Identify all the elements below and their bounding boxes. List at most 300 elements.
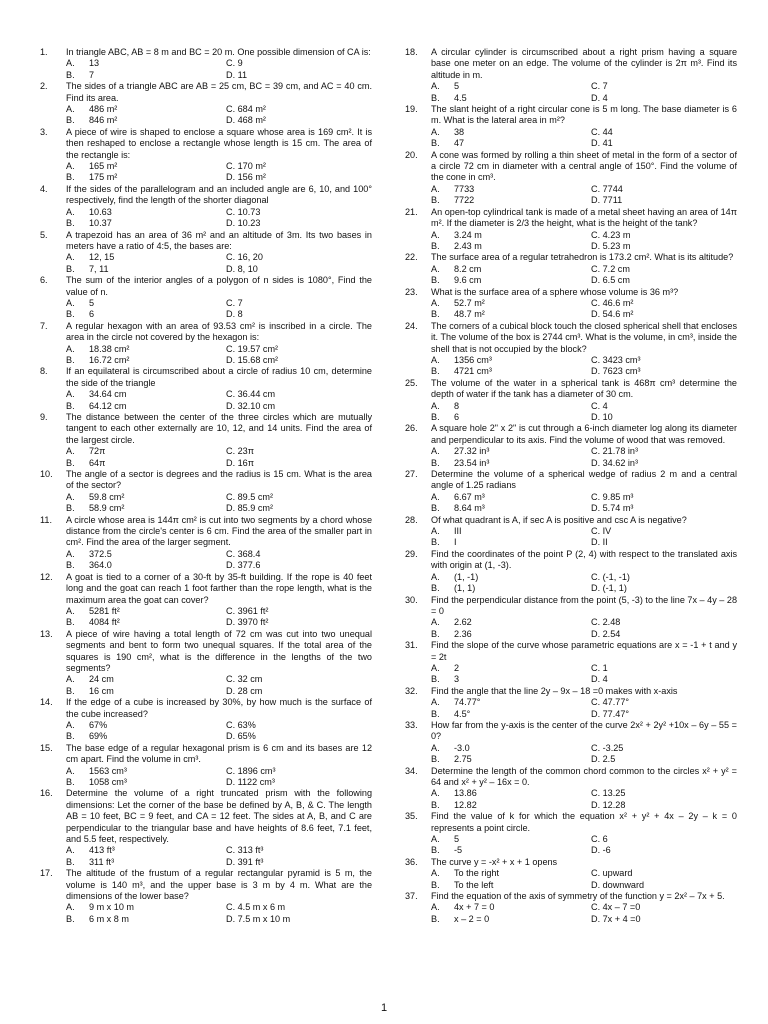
answer-option: D. 65% xyxy=(226,731,256,742)
answer-option: D. downward xyxy=(591,879,645,890)
option-letter: A. xyxy=(66,845,75,856)
answer-option xyxy=(431,617,591,628)
answer-options xyxy=(40,252,372,275)
question-item xyxy=(40,629,372,697)
answer-option: C. 36.44 cm xyxy=(226,389,276,400)
option-value: 5 xyxy=(454,81,460,92)
option-letter: A. xyxy=(66,719,75,730)
option-letter: A. xyxy=(431,868,440,879)
option-value: 7722 xyxy=(454,195,475,206)
answer-option xyxy=(431,230,591,241)
question-number: 26. xyxy=(405,423,418,434)
option-value: 8 xyxy=(454,400,460,411)
answer-option xyxy=(431,834,591,845)
option-letter: B. xyxy=(431,309,440,320)
question-number: 25. xyxy=(405,377,418,388)
answer-option xyxy=(66,389,226,400)
question-number: 28. xyxy=(405,514,418,525)
question-number: 16. xyxy=(40,788,53,799)
option-letter: B. xyxy=(66,777,75,787)
answer-option: C. 4.23 m xyxy=(591,229,631,240)
answer-option: C. 7 xyxy=(226,297,243,308)
option-letter: B. xyxy=(431,583,440,594)
answer-option: D. 77.47° xyxy=(591,708,630,719)
option-value: 18.38 cm² xyxy=(89,343,130,354)
answer-option: C. 7.2 cm xyxy=(591,263,630,274)
option-letter: A. xyxy=(431,297,440,308)
answer-option xyxy=(431,788,591,799)
option-value: 2.43 m xyxy=(454,240,482,251)
option-letter: A. xyxy=(431,788,440,799)
answer-options xyxy=(40,606,372,629)
question-number: 11. xyxy=(40,514,52,525)
answer-option xyxy=(431,845,591,856)
answer-option xyxy=(66,218,226,229)
answer-option xyxy=(66,720,226,731)
answer-options xyxy=(405,298,737,321)
question-text: Find the value of k for which the equation x² + y² + 4x – 2y – k = 0 represents a point circle. xyxy=(431,811,737,833)
answer-options xyxy=(40,720,372,743)
answer-option xyxy=(66,674,226,685)
question-text: The angle of a sector is degrees and the radius is 15 cm. What is the area of the sector? xyxy=(66,469,372,491)
answer-option: D. 7711 xyxy=(591,195,623,206)
answer-option xyxy=(66,492,226,503)
page-number: 1 xyxy=(380,1002,388,1014)
option-value: 1356 cm³ xyxy=(454,354,492,365)
question-text: A circular cylinder is circumscribed about a right prism having a square base one meter on an edge. The volume of the cylinder is 2π m³. Find its altitude in m. xyxy=(431,47,737,80)
question-number: 36. xyxy=(405,856,418,867)
option-letter: A. xyxy=(66,161,75,172)
answer-option xyxy=(431,138,591,149)
option-letter: B. xyxy=(431,913,440,924)
answer-option: C. 63% xyxy=(226,719,256,730)
option-letter: A. xyxy=(66,252,75,263)
question-number: 15. xyxy=(40,742,53,753)
option-letter: A. xyxy=(66,58,75,69)
question-text: What is the surface area of a sphere whose volume is 36 m³? xyxy=(431,286,679,297)
answer-option: C. 1 xyxy=(591,662,608,673)
answer-option xyxy=(431,195,591,206)
option-value: 27.32 in³ xyxy=(454,446,490,457)
answer-options xyxy=(40,902,372,925)
answer-option xyxy=(431,492,591,503)
option-value: 72π xyxy=(89,446,106,457)
answer-option xyxy=(66,731,226,742)
option-letter: A. xyxy=(66,343,75,354)
answer-option: C. 368.4 xyxy=(226,548,261,559)
option-letter: A. xyxy=(66,674,75,685)
answer-options xyxy=(405,355,737,378)
option-letter: A. xyxy=(431,183,440,194)
answer-options xyxy=(405,788,737,811)
answer-option: D. 32.10 cm xyxy=(226,400,276,411)
option-value: To the right xyxy=(454,868,499,879)
option-value: 67% xyxy=(89,719,108,730)
answer-option xyxy=(431,526,591,537)
answer-option: D. 7x + 4 =0 xyxy=(591,913,641,924)
answer-options xyxy=(405,834,737,857)
question-text: An open-top cylindrical tank is made of a metal sheet having an area of 14π m². If the diameter is 2/3 the height, what is the height of the tank? xyxy=(431,206,737,229)
question-text: The slant height of a right circular cone is 5 m long. The base diameter is 6 m. What is the lateral area in m²? xyxy=(431,104,737,126)
question-text: The volume of the water in a spherical tank is 468π cm³ determine the depth of water if the tank has a diameter of 30 cm. xyxy=(431,377,737,400)
option-value: 59.8 cm² xyxy=(89,491,125,502)
option-value: 165 m² xyxy=(89,161,118,172)
option-value: 9 m x 10 m xyxy=(89,902,134,913)
option-letter: A. xyxy=(431,571,440,582)
answer-option: C. 7744 xyxy=(591,183,623,194)
answer-option: C. 21.78 in³ xyxy=(591,446,639,457)
option-value: 6.67 m³ xyxy=(454,491,485,502)
answer-option: C. 313 ft³ xyxy=(226,845,264,856)
question-number: 7. xyxy=(40,320,48,331)
answer-option xyxy=(431,401,591,412)
answer-option: C. 4x – 7 =0 xyxy=(591,902,641,913)
question-item xyxy=(405,549,737,595)
question-text: A piece of wire is shaped to enclose a square whose area is 169 cm². It is then reshaped to enclose a rectangle whose length is 15 cm. The area of the rectangle is: xyxy=(66,126,372,160)
answer-option: C. 9 xyxy=(226,58,243,69)
answer-option: C. 1896 cm³ xyxy=(226,765,276,776)
question-text: A cone was formed by rolling a thin sheet of metal in the form of a sector of a circle 72 cm in diameter with a central angle of 150°. Find the volume of the cone in cm³. xyxy=(431,149,737,183)
question-number: 13. xyxy=(40,628,53,639)
question-text: Determine the length of the common chord common to the circles x² + y² = 64 and x² + y² – 16x = 0. xyxy=(431,765,737,787)
answer-options xyxy=(40,845,372,868)
question-number: 12. xyxy=(40,571,53,582)
question-item xyxy=(405,287,737,321)
answer-option xyxy=(66,70,226,81)
answer-option: C. 7 xyxy=(591,81,608,92)
answer-option xyxy=(431,709,591,720)
option-value: 74.77° xyxy=(454,697,481,708)
question-text: A regular hexagon with an area of 93.53 cm² is inscribed in a circle. The area in the circle not covered by the hexagon is: xyxy=(66,320,372,343)
question-text: A trapezoid has an area of 36 m² and an altitude of 3m. Its two bases in meters have a ratio of 4:5, the bases are: xyxy=(66,229,372,251)
answer-option: D. 6.5 cm xyxy=(591,275,630,286)
option-letter: B. xyxy=(66,69,75,80)
answer-option xyxy=(431,674,591,685)
question-text: The altitude of the frustum of a regular rectangular pyramid is 5 m, the volume is 140 m³, and the upper base is 3 m by 4 m. What are the dimensions of the lower base? xyxy=(66,868,372,902)
option-letter: B. xyxy=(431,674,440,685)
question-item xyxy=(40,230,372,276)
option-value: -3.0 xyxy=(454,742,470,753)
option-letter: B. xyxy=(66,263,75,274)
answer-option: C. 3423 cm³ xyxy=(591,354,641,365)
option-letter: B. xyxy=(66,503,75,514)
answer-option xyxy=(431,241,591,252)
answer-option xyxy=(431,93,591,104)
answer-options xyxy=(405,868,737,891)
answer-option xyxy=(431,81,591,92)
question-item xyxy=(40,412,372,469)
answer-option xyxy=(66,857,226,868)
option-value: 2.75 xyxy=(454,754,472,765)
option-letter: A. xyxy=(66,902,75,913)
question-number: 21. xyxy=(405,206,418,217)
question-text: A goat is tied to a corner of a 30-ft by 35-ft building. If the rope is 40 feet long and the goat can reach 1 foot farther than the rope length, what is the maximum area the goat can cover? xyxy=(66,571,372,605)
answer-option: D. 2.54 xyxy=(591,628,621,639)
answer-option xyxy=(66,845,226,856)
answer-option xyxy=(431,458,591,469)
question-number: 1. xyxy=(40,47,48,57)
option-letter: B. xyxy=(66,457,75,468)
option-letter: A. xyxy=(431,742,440,753)
question-item xyxy=(405,321,737,378)
answer-option: C. 32 cm xyxy=(226,674,263,685)
answer-option xyxy=(431,743,591,754)
question-item xyxy=(40,127,372,184)
question-number: 8. xyxy=(40,366,48,377)
answer-option xyxy=(431,275,591,286)
answer-option: D. 1122 cm³ xyxy=(226,777,275,787)
option-value: 34.64 cm xyxy=(89,389,127,400)
answer-options xyxy=(405,492,737,515)
option-letter: B. xyxy=(66,560,75,571)
question-item xyxy=(405,595,737,641)
option-letter: A. xyxy=(431,229,440,240)
question-number: 9. xyxy=(40,412,48,422)
answer-option xyxy=(431,572,591,583)
option-letter: B. xyxy=(431,366,440,377)
option-value: 4084 ft² xyxy=(89,617,120,628)
answer-option: C. 3961 ft² xyxy=(226,605,269,616)
answer-option xyxy=(66,914,226,925)
answer-options xyxy=(40,104,372,127)
answer-option: D. 4 xyxy=(591,92,608,103)
option-value: 5 xyxy=(454,834,460,845)
option-value: 413 ft³ xyxy=(89,845,115,856)
question-text: The sides of a triangle ABC are AB = 25 cm, BC = 39 cm, and AC = 40 cm. Find its area. xyxy=(66,81,372,103)
question-number: 22. xyxy=(405,252,418,263)
question-number: 5. xyxy=(40,229,48,240)
option-letter: B. xyxy=(431,628,440,639)
answer-option xyxy=(66,298,226,309)
answer-option xyxy=(431,800,591,811)
option-letter: A. xyxy=(431,617,440,628)
answer-option: C. 684 m² xyxy=(226,104,266,115)
answer-option xyxy=(66,161,226,172)
question-item xyxy=(405,252,737,286)
question-text: Find the equation of the axis of symmetry of the function y = 2x² – 7x + 5. xyxy=(431,891,725,902)
option-value: 4.5° xyxy=(454,708,471,719)
question-number: 3. xyxy=(40,126,48,137)
answer-option xyxy=(66,503,226,514)
answer-options xyxy=(40,298,372,321)
answer-options xyxy=(405,526,737,549)
question-text: If an equilateral is circumscribed about a circle of radius 10 cm, determine the side of the triangle xyxy=(66,366,372,388)
option-letter: B. xyxy=(66,685,75,696)
option-value: 16 cm xyxy=(89,685,114,696)
option-letter: A. xyxy=(66,765,75,776)
answer-option xyxy=(66,401,226,412)
option-letter: A. xyxy=(431,400,440,411)
answer-options xyxy=(405,401,737,424)
answer-option xyxy=(66,344,226,355)
option-letter: A. xyxy=(431,491,440,502)
answer-option xyxy=(431,880,591,891)
answer-options xyxy=(405,184,737,207)
option-value: 64π xyxy=(89,457,106,468)
answer-option: C. 19.57 cm² xyxy=(226,343,279,354)
answer-option xyxy=(431,663,591,674)
question-item xyxy=(40,788,372,868)
answer-option xyxy=(431,697,591,708)
answer-options xyxy=(405,127,737,150)
answer-options xyxy=(40,492,372,515)
answer-option xyxy=(431,127,591,138)
option-value: 5281 ft² xyxy=(89,605,120,616)
answer-option xyxy=(431,298,591,309)
answer-option xyxy=(66,104,226,115)
question-text: Find the coordinates of the point P (2, 4) with respect to the translated axis with origin at (1, -3). xyxy=(431,548,737,571)
answer-options xyxy=(405,902,737,925)
answer-option: C. 10.73 xyxy=(226,206,261,217)
option-value: 13.86 xyxy=(454,788,477,799)
answer-option xyxy=(66,115,226,126)
option-letter: B. xyxy=(431,537,440,548)
answer-option: C. 89.5 cm² xyxy=(226,491,273,502)
question-text: A circle whose area is 144π cm² is cut into two segments by a chord whose distance from the circle's center is 6 cm. Find the area of the smaller part in cm². Find the area of the larger segment. xyxy=(66,514,372,548)
option-letter: A. xyxy=(431,126,440,137)
option-value: 8.64 m³ xyxy=(454,503,485,514)
answer-options xyxy=(40,446,372,469)
question-number: 18. xyxy=(405,47,418,57)
answer-options xyxy=(405,743,737,766)
question-item xyxy=(40,47,372,81)
question-number: 4. xyxy=(40,183,48,194)
answer-options xyxy=(405,446,737,469)
answer-option: C. -3.25 xyxy=(591,742,624,753)
option-letter: A. xyxy=(431,354,440,365)
question-item xyxy=(40,366,372,412)
answer-option xyxy=(431,902,591,913)
question-text: Determine the volume of a right truncated prism with the following dimensions: Let the corner of the base be defined by A, B, & C. The length AB = 10 feet, BC = 9 feet, and CA = 12 feet. The sides at A, B, and C are perpendicular to the triangular base and have heights of 8.6 feet, 7.1 feet, and 5.5 feet, respectively. xyxy=(66,788,372,845)
question-item xyxy=(40,572,372,629)
answer-option: D. 10.23 xyxy=(226,218,261,229)
question-item xyxy=(405,47,737,104)
answer-option: D. 12.28 xyxy=(591,799,626,810)
question-text: Of what quadrant is A, if sec A is positive and csc A is negative? xyxy=(431,514,687,525)
option-letter: A. xyxy=(431,446,440,457)
option-letter: B. xyxy=(66,354,75,365)
option-value: (1, -1) xyxy=(454,571,479,582)
answer-options xyxy=(40,674,372,697)
answer-option: C. 4 xyxy=(591,400,608,411)
option-value: 7, 11 xyxy=(89,263,109,274)
answer-options xyxy=(405,230,737,253)
question-number: 37. xyxy=(405,891,418,902)
answer-option xyxy=(431,412,591,423)
answer-option xyxy=(431,914,591,925)
answer-option: D. 41 xyxy=(591,138,613,149)
answer-option: D. 7623 cm³ xyxy=(591,366,641,377)
answer-option: D. 5.74 m³ xyxy=(591,503,634,514)
option-value: 2 xyxy=(454,662,460,673)
question-number: 33. xyxy=(405,719,418,730)
question-item xyxy=(405,207,737,253)
option-letter: A. xyxy=(431,81,440,92)
question-number: 20. xyxy=(405,149,418,160)
answer-option xyxy=(431,503,591,514)
answer-option: D. 8, 10 xyxy=(226,263,258,274)
left-column xyxy=(40,47,372,925)
question-text: In triangle ABC, AB = 8 m and BC = 20 m. One possible dimension of CA is: xyxy=(66,47,371,57)
answer-option: C. 4.5 m x 6 m xyxy=(226,902,286,913)
option-letter: B. xyxy=(66,856,75,867)
answer-option: C. IV xyxy=(591,526,612,537)
answer-options xyxy=(40,161,372,184)
answer-option xyxy=(66,902,226,913)
option-letter: A. xyxy=(431,834,440,845)
option-letter: A. xyxy=(431,902,440,913)
answer-option xyxy=(66,355,226,366)
option-value: 364.0 xyxy=(89,560,112,571)
answer-option: C. (-1, -1) xyxy=(591,571,630,582)
option-value: To the left xyxy=(454,879,494,890)
answer-options xyxy=(40,766,372,789)
question-text: Determine the volume of a spherical wedge of radius 2 m and a central angle of 1.25 radians xyxy=(431,469,737,491)
answer-option: D. 28 cm xyxy=(226,685,263,696)
answer-option: D. 85.9 cm² xyxy=(226,503,273,514)
option-letter: A. xyxy=(66,491,75,502)
option-value: 69% xyxy=(89,731,108,742)
answer-option xyxy=(431,184,591,195)
question-text: The distance between the center of the three circles which are mutually tangent to each other externally are 10, 12, and 14 units. Find the area of the largest circle. xyxy=(66,412,372,445)
question-text: Find the angle that the line 2y – 9x – 18 =0 makes with x-axis xyxy=(431,685,678,696)
question-number: 23. xyxy=(405,286,418,297)
question-text: Find the perpendicular distance from the point (5, -3) to the line 7x – 4y – 28 = 0 xyxy=(431,594,737,616)
option-value: 12, 15 xyxy=(89,252,115,263)
answer-option xyxy=(66,606,226,617)
answer-option: D. 11 xyxy=(226,69,248,80)
option-value: 7 xyxy=(89,69,95,80)
question-item xyxy=(405,686,737,720)
option-value: 10.37 xyxy=(89,218,112,229)
answer-option: C. 16, 20 xyxy=(226,252,263,263)
answer-option xyxy=(66,207,226,218)
option-letter: B. xyxy=(431,845,440,856)
option-value: 12.82 xyxy=(454,799,477,810)
answer-options xyxy=(40,207,372,230)
option-value: 1563 cm³ xyxy=(89,765,127,776)
answer-option xyxy=(431,309,591,320)
answer-options xyxy=(405,81,737,104)
question-text: Find the slope of the curve whose parametric equations are x = -1 + t and y = 2t xyxy=(431,640,737,662)
option-value: 846 m² xyxy=(89,115,118,126)
answer-option: D. 15.68 cm² xyxy=(226,354,279,365)
answer-option: D. (-1, 1) xyxy=(591,583,627,594)
option-letter: A. xyxy=(66,548,75,559)
question-text: The sum of the interior angles of a polygon of n sides is 1080°, Find the value of n. xyxy=(66,275,372,297)
question-number: 6. xyxy=(40,275,48,286)
option-value: -5 xyxy=(454,845,463,856)
option-value: 9.6 cm xyxy=(454,275,482,286)
option-value: 1058 cm³ xyxy=(89,777,127,787)
answer-option: D. 34.62 in³ xyxy=(591,457,639,468)
option-letter: B. xyxy=(431,754,440,765)
answer-option xyxy=(66,309,226,320)
answer-option xyxy=(66,549,226,560)
answer-option: C. 2.48 xyxy=(591,617,621,628)
answer-option xyxy=(66,58,226,69)
question-item xyxy=(405,423,737,469)
option-value: 48.7 m² xyxy=(454,309,485,320)
question-item xyxy=(405,766,737,812)
question-text: If the sides of the parallelogram and an included angle are 6, 10, and 100° respectively, find the length of the shorter diagonal xyxy=(66,183,372,206)
answer-option xyxy=(431,537,591,548)
question-number: 32. xyxy=(405,685,418,696)
answer-option xyxy=(431,629,591,640)
question-number: 35. xyxy=(405,811,418,822)
question-item xyxy=(40,184,372,230)
question-item xyxy=(40,275,372,321)
